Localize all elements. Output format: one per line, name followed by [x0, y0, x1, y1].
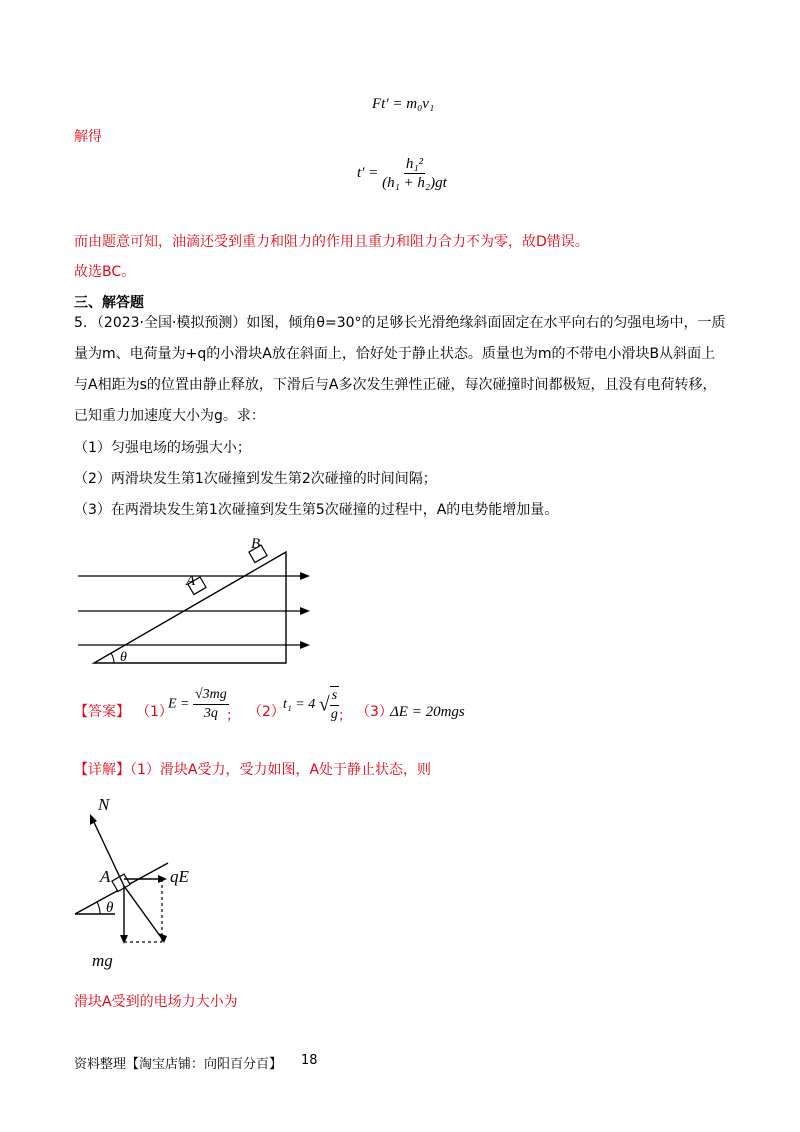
- footer-source: 资料整理【淘宝店铺：向阳百分百】: [74, 1057, 283, 1072]
- solution-conclusion: 而由题意可知，油滴还受到重力和阻力的作用且重力和阻力合力不为零，故D错误。: [74, 234, 589, 250]
- incline-field-figure: [70, 530, 330, 670]
- radical-sign: √: [318, 693, 330, 716]
- answer-time-formula: [283, 686, 339, 724]
- label-theta: θ: [120, 650, 127, 665]
- detail-body: （1）滑块A受力，受力如图，A处于静止状态，则: [130, 762, 432, 778]
- answer-energy-formula: ΔE = 20mgs: [390, 704, 465, 720]
- equation-time-fraction: [382, 155, 447, 192]
- answer-t-lhs: t₁ = 4: [283, 697, 316, 713]
- field-arrowheads: [300, 572, 310, 649]
- equation-time-denominator: (h₁ + h₂)gt: [382, 175, 447, 191]
- equation-time: [357, 155, 447, 192]
- label-qe: qE: [170, 867, 189, 886]
- after-figure-text: 滑块A受到的电场力大小为: [74, 994, 238, 1010]
- answer-t-denominator: g: [330, 707, 338, 722]
- question-3: （3）在两滑块发生第1次碰撞到发生第5次碰撞的过程中，A的电势能增加量。: [74, 502, 559, 518]
- label-b: B: [251, 536, 261, 552]
- detail-tag: 【详解】: [74, 762, 130, 778]
- answer-part-1: （1）: [136, 704, 173, 720]
- answer-e-lhs: E =: [168, 696, 190, 712]
- label-theta-2: θ: [106, 900, 114, 916]
- answer-e-numerator: √3mg: [193, 686, 229, 705]
- label-a: A: [186, 573, 196, 589]
- detail-text: [74, 760, 431, 780]
- label-a-2: A: [100, 867, 111, 886]
- answer-separator-1: ；: [226, 708, 240, 724]
- equation-momentum: Ft′ = m₀v₁: [372, 96, 435, 112]
- block-a-small: [112, 874, 130, 891]
- page-number: 18: [301, 1053, 318, 1068]
- answer-tag: 【答案】: [74, 704, 130, 720]
- solution-choice: 故选BC。: [74, 264, 136, 280]
- problem-line-4: 已知重力加速度大小为g。求：: [74, 408, 265, 424]
- label-mg: mg: [92, 951, 113, 970]
- incline-triangle: [94, 552, 286, 663]
- normal-force-head: [90, 814, 97, 825]
- answer-part-3: （3）: [356, 704, 393, 720]
- problem-line-1: 5．（2023·全国·模拟预测）如图，倾角θ=30°的足够长光滑绝缘斜面固定在水平向右的匀强电场中，一质: [74, 315, 726, 331]
- theta-arc: [111, 653, 114, 663]
- question-2: （2）两滑块发生第1次碰撞到发生第2次碰撞的时间间隔；: [74, 471, 437, 487]
- gravity-head: [120, 935, 128, 944]
- force-diagram: [70, 790, 210, 970]
- equation-time-numerator: h₁²: [405, 156, 424, 172]
- section-heading: 三、解答题: [74, 295, 144, 311]
- answer-separator-2: ；: [338, 708, 352, 724]
- solution-label: 解得: [74, 129, 102, 145]
- answer-e-fraction: [193, 686, 229, 723]
- answer-part-2: （2）: [248, 704, 285, 720]
- label-n: N: [98, 795, 110, 814]
- theta-arc-2: [97, 902, 100, 914]
- problem-line-3: 与A相距为s的位置由静止释放，下滑后与A多次发生弹性正碰，每次碰撞时间都极短，且没有电荷转移，: [74, 377, 717, 393]
- problem-line-2: 量为m、电荷量为+q的小滑块A放在斜面上，恰好处于静止状态。质量也为m的不带电小滑块B从斜面上: [74, 346, 716, 362]
- answer-t-numerator: s: [330, 687, 339, 706]
- equation-time-lhs: t′ =: [357, 164, 379, 181]
- answer-e-denominator: 3q: [203, 706, 218, 721]
- question-1: （1）匀强电场的场强大小；: [74, 440, 251, 456]
- resultant-arrow: [124, 886, 163, 940]
- answer-field-formula: [168, 686, 229, 723]
